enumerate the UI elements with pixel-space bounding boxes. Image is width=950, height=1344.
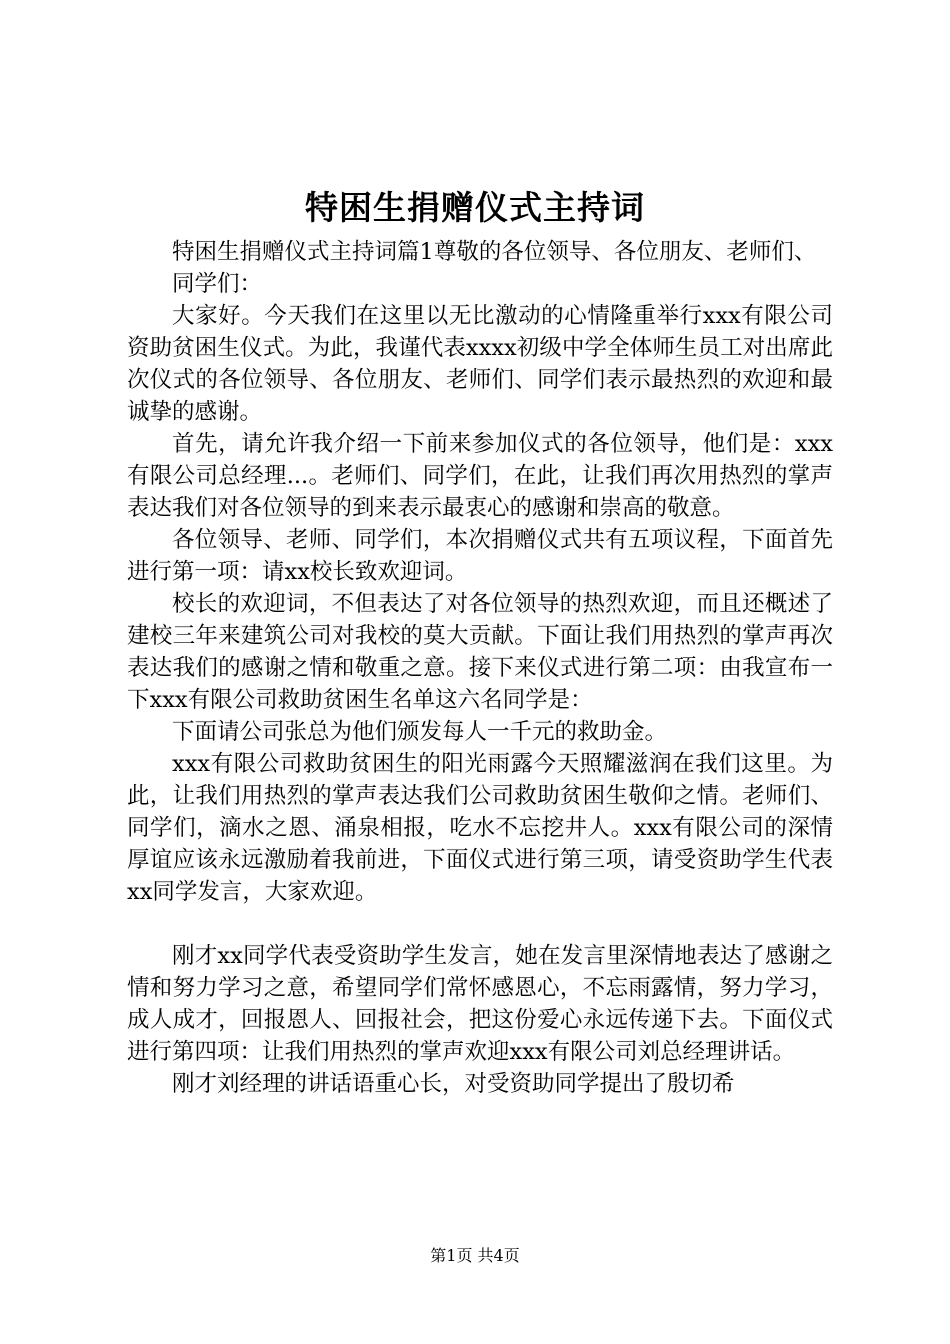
paragraph-4: 首先，请允许我介绍一下前来参加仪式的各位领导，他们是：xxx有限公司总经理...。老师们、同学们，在此，让我们再次用热烈的掌声表达我们对各位领导的到来表示最衷心的感谢和崇高的敬意。 xyxy=(127,431,833,521)
paragraph-7: 下面请公司张总为他们颁发每人一千元的救助金。 xyxy=(172,719,668,745)
document-body xyxy=(127,236,833,1100)
page-number-footer: 第1页 共4页 xyxy=(430,1246,520,1265)
paragraph-9: 刚才xx同学代表受资助学生发言，她在发言里深情地表达了感谢之情和努力学习之意，希望同学们常怀感恩心，不忘雨露情，努力学习，成人成才，回报恩人、回报社会，把这份爱心永远传递下去。下面仪式进行第四项：让我们用热烈的掌声欢迎xxx有限公司刘总经理讲话。 xyxy=(127,943,833,1065)
paragraph-10: 刚才刘经理的讲话语重心长，对受资助同学提出了殷切希 xyxy=(172,1071,735,1097)
paragraph-1: 特困生捐赠仪式主持词篇1尊敬的各位领导、各位朋友、老师们、 xyxy=(172,239,817,265)
paragraph-3: 大家好。今天我们在这里以无比激动的心情隆重举行xxx有限公司资助贫困生仪式。为此，我谨代表xxxx初级中学全体师生员工对出席此次仪式的各位领导、各位朋友、老师们、同学们表示最热烈的欢迎和最诚挚的感谢。 xyxy=(127,303,833,425)
paragraph-6: 校长的欢迎词，不但表达了对各位领导的热烈欢迎，而且还概述了建校三年来建筑公司对我校的莫大贡献。下面让我们用热烈的掌声再次表达我们的感谢之情和敬重之意。接下来仪式进行第二项：由我宣布一下xxx有限公司救助贫困生名单这六名同学是： xyxy=(127,591,833,713)
paragraph-2: 同学们： xyxy=(172,271,263,297)
paragraph-5: 各位领导、老师、同学们，本次捐赠仪式共有五项议程，下面首先进行第一项：请xx校长致欢迎词。 xyxy=(127,527,833,585)
paragraph-8: xxx有限公司救助贫困生的阳光雨露今天照耀滋润在我们这里。为此，让我们用热烈的掌声表达我们公司救助贫困生敬仰之情。老师们、同学们，滴水之恩、涌泉相报，吃水不忘挖井人。xxx有限公司的深情厚谊应该永远激励着我前进，下面仪式进行第三项，请受资助学生代表xx同学发言，大家欢迎。 xyxy=(127,751,833,905)
document-title: 特困生捐赠仪式主持词 xyxy=(305,188,645,227)
